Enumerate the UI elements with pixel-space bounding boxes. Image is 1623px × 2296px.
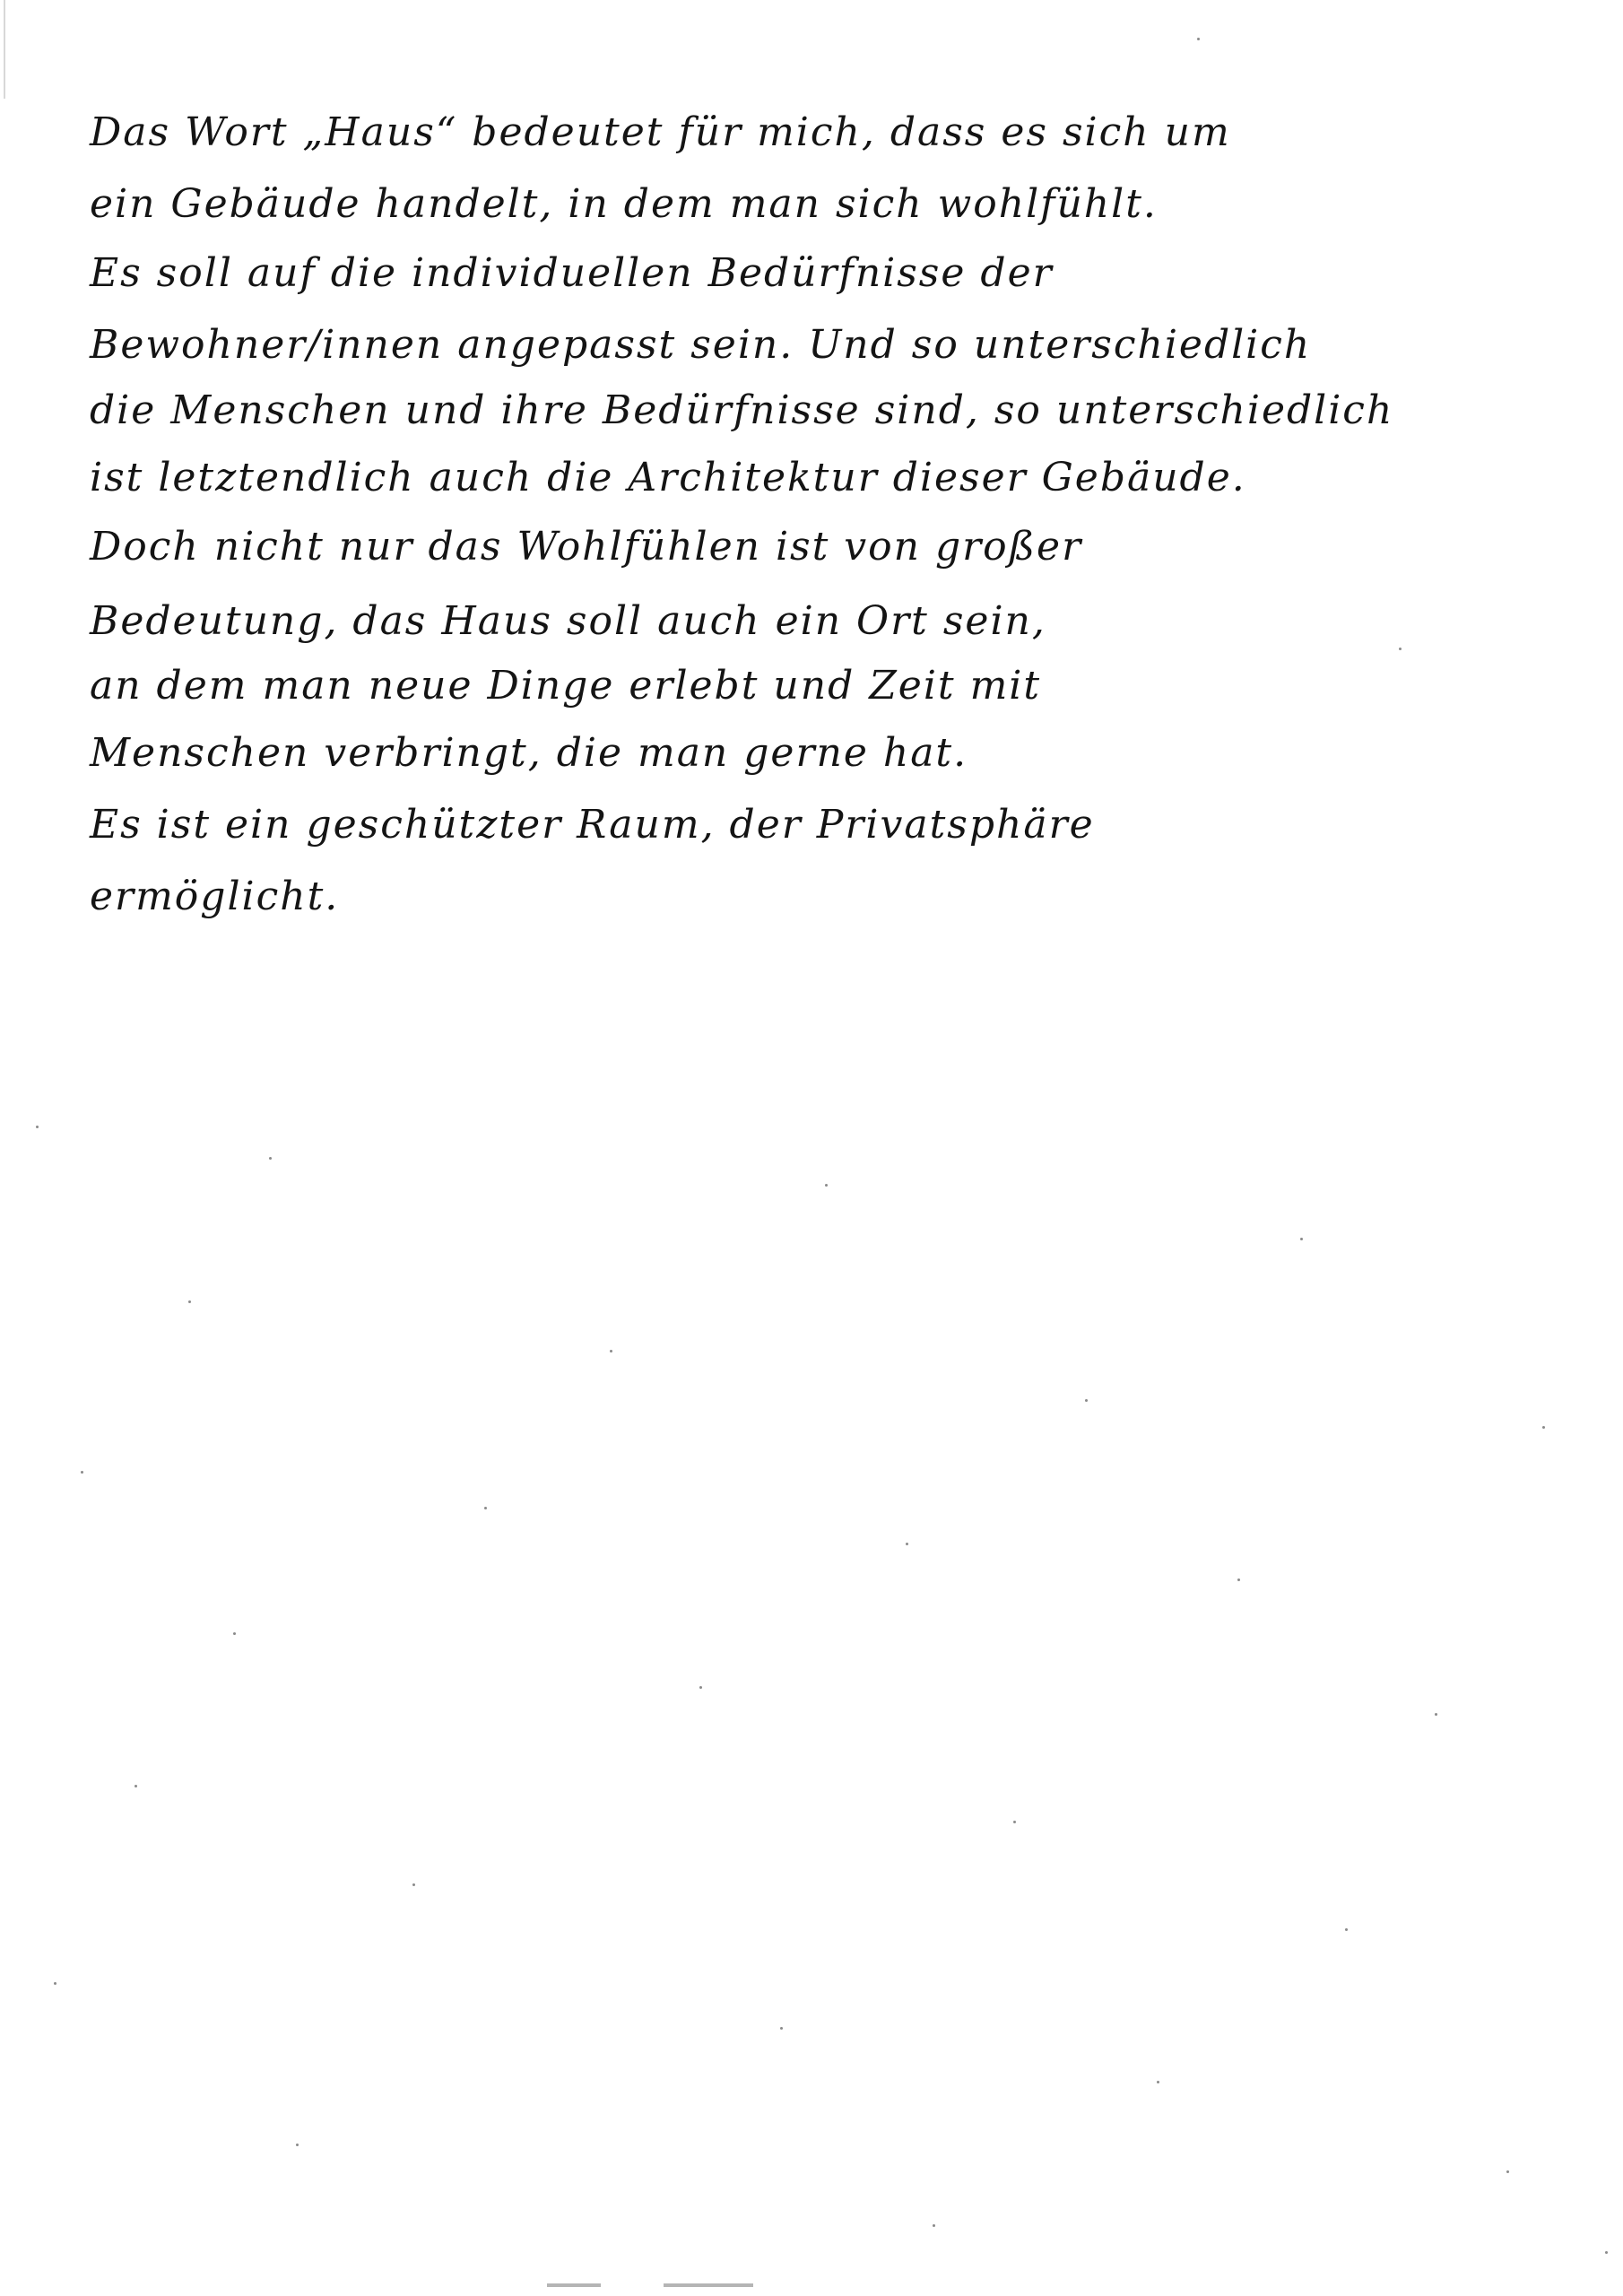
text-line-1: Das Wort „Haus“ bedeutet für mich, dass es sich um [90, 109, 1231, 155]
scan-speck [36, 1126, 39, 1128]
text-line-2: ein Gebäude handelt, in dem man sich wohlfühlt. [90, 181, 1158, 227]
scan-speck [233, 1632, 236, 1635]
scan-speck [412, 1883, 415, 1886]
scan-speck [699, 1686, 702, 1689]
scan-speck [1157, 2081, 1159, 2083]
scan-speck [1013, 1821, 1016, 1823]
text-line-4: Bewohner/innen angepasst sein. Und so unterschiedlich [90, 322, 1312, 368]
text-line-5: die Menschen und ihre Bedürfnisse sind, so unterschiedlich [90, 387, 1394, 433]
text-line-8: Bedeutung, das Haus soll auch ein Ort sein, [90, 598, 1046, 644]
scan-speck [1506, 2170, 1509, 2173]
scan-speck [135, 1785, 137, 1787]
scan-speck [1435, 1713, 1437, 1716]
scan-speck [269, 1157, 272, 1160]
text-line-6: ist letztendlich auch die Architektur dieser Gebäude. [90, 455, 1246, 500]
scan-speck [1345, 1928, 1348, 1931]
scan-speck [296, 2144, 299, 2146]
scan-speck [1085, 1399, 1088, 1402]
scan-speck [1300, 1238, 1303, 1240]
scan-speck [1197, 38, 1200, 40]
scan-speck [81, 1471, 83, 1474]
scan-bottom-marks [547, 2283, 780, 2289]
scan-speck [610, 1350, 612, 1352]
scan-speck [188, 1300, 191, 1303]
scan-speck [906, 1543, 908, 1545]
scan-speck [1542, 1426, 1545, 1429]
text-line-10: Menschen verbringt, die man gerne hat. [90, 730, 968, 776]
text-line-3: Es soll auf die individuellen Bedürfnisse der [90, 250, 1054, 296]
text-line-12: ermöglicht. [90, 874, 340, 919]
scan-speck [825, 1184, 828, 1187]
scan-speck [933, 2224, 935, 2227]
scan-speck [1605, 2251, 1608, 2254]
text-line-11: Es ist ein geschützter Raum, der Privatsphäre [90, 802, 1095, 848]
scan-edge-line [4, 0, 5, 99]
text-line-7: Doch nicht nur das Wohlfühlen ist von großer [90, 524, 1083, 570]
scan-speck [1237, 1578, 1240, 1581]
scan-speck [780, 2027, 783, 2030]
text-line-9: an dem man neue Dinge erlebt und Zeit mit [90, 663, 1042, 709]
scan-speck [1399, 648, 1402, 650]
scan-speck [54, 1982, 56, 1985]
scan-speck [484, 1507, 487, 1509]
